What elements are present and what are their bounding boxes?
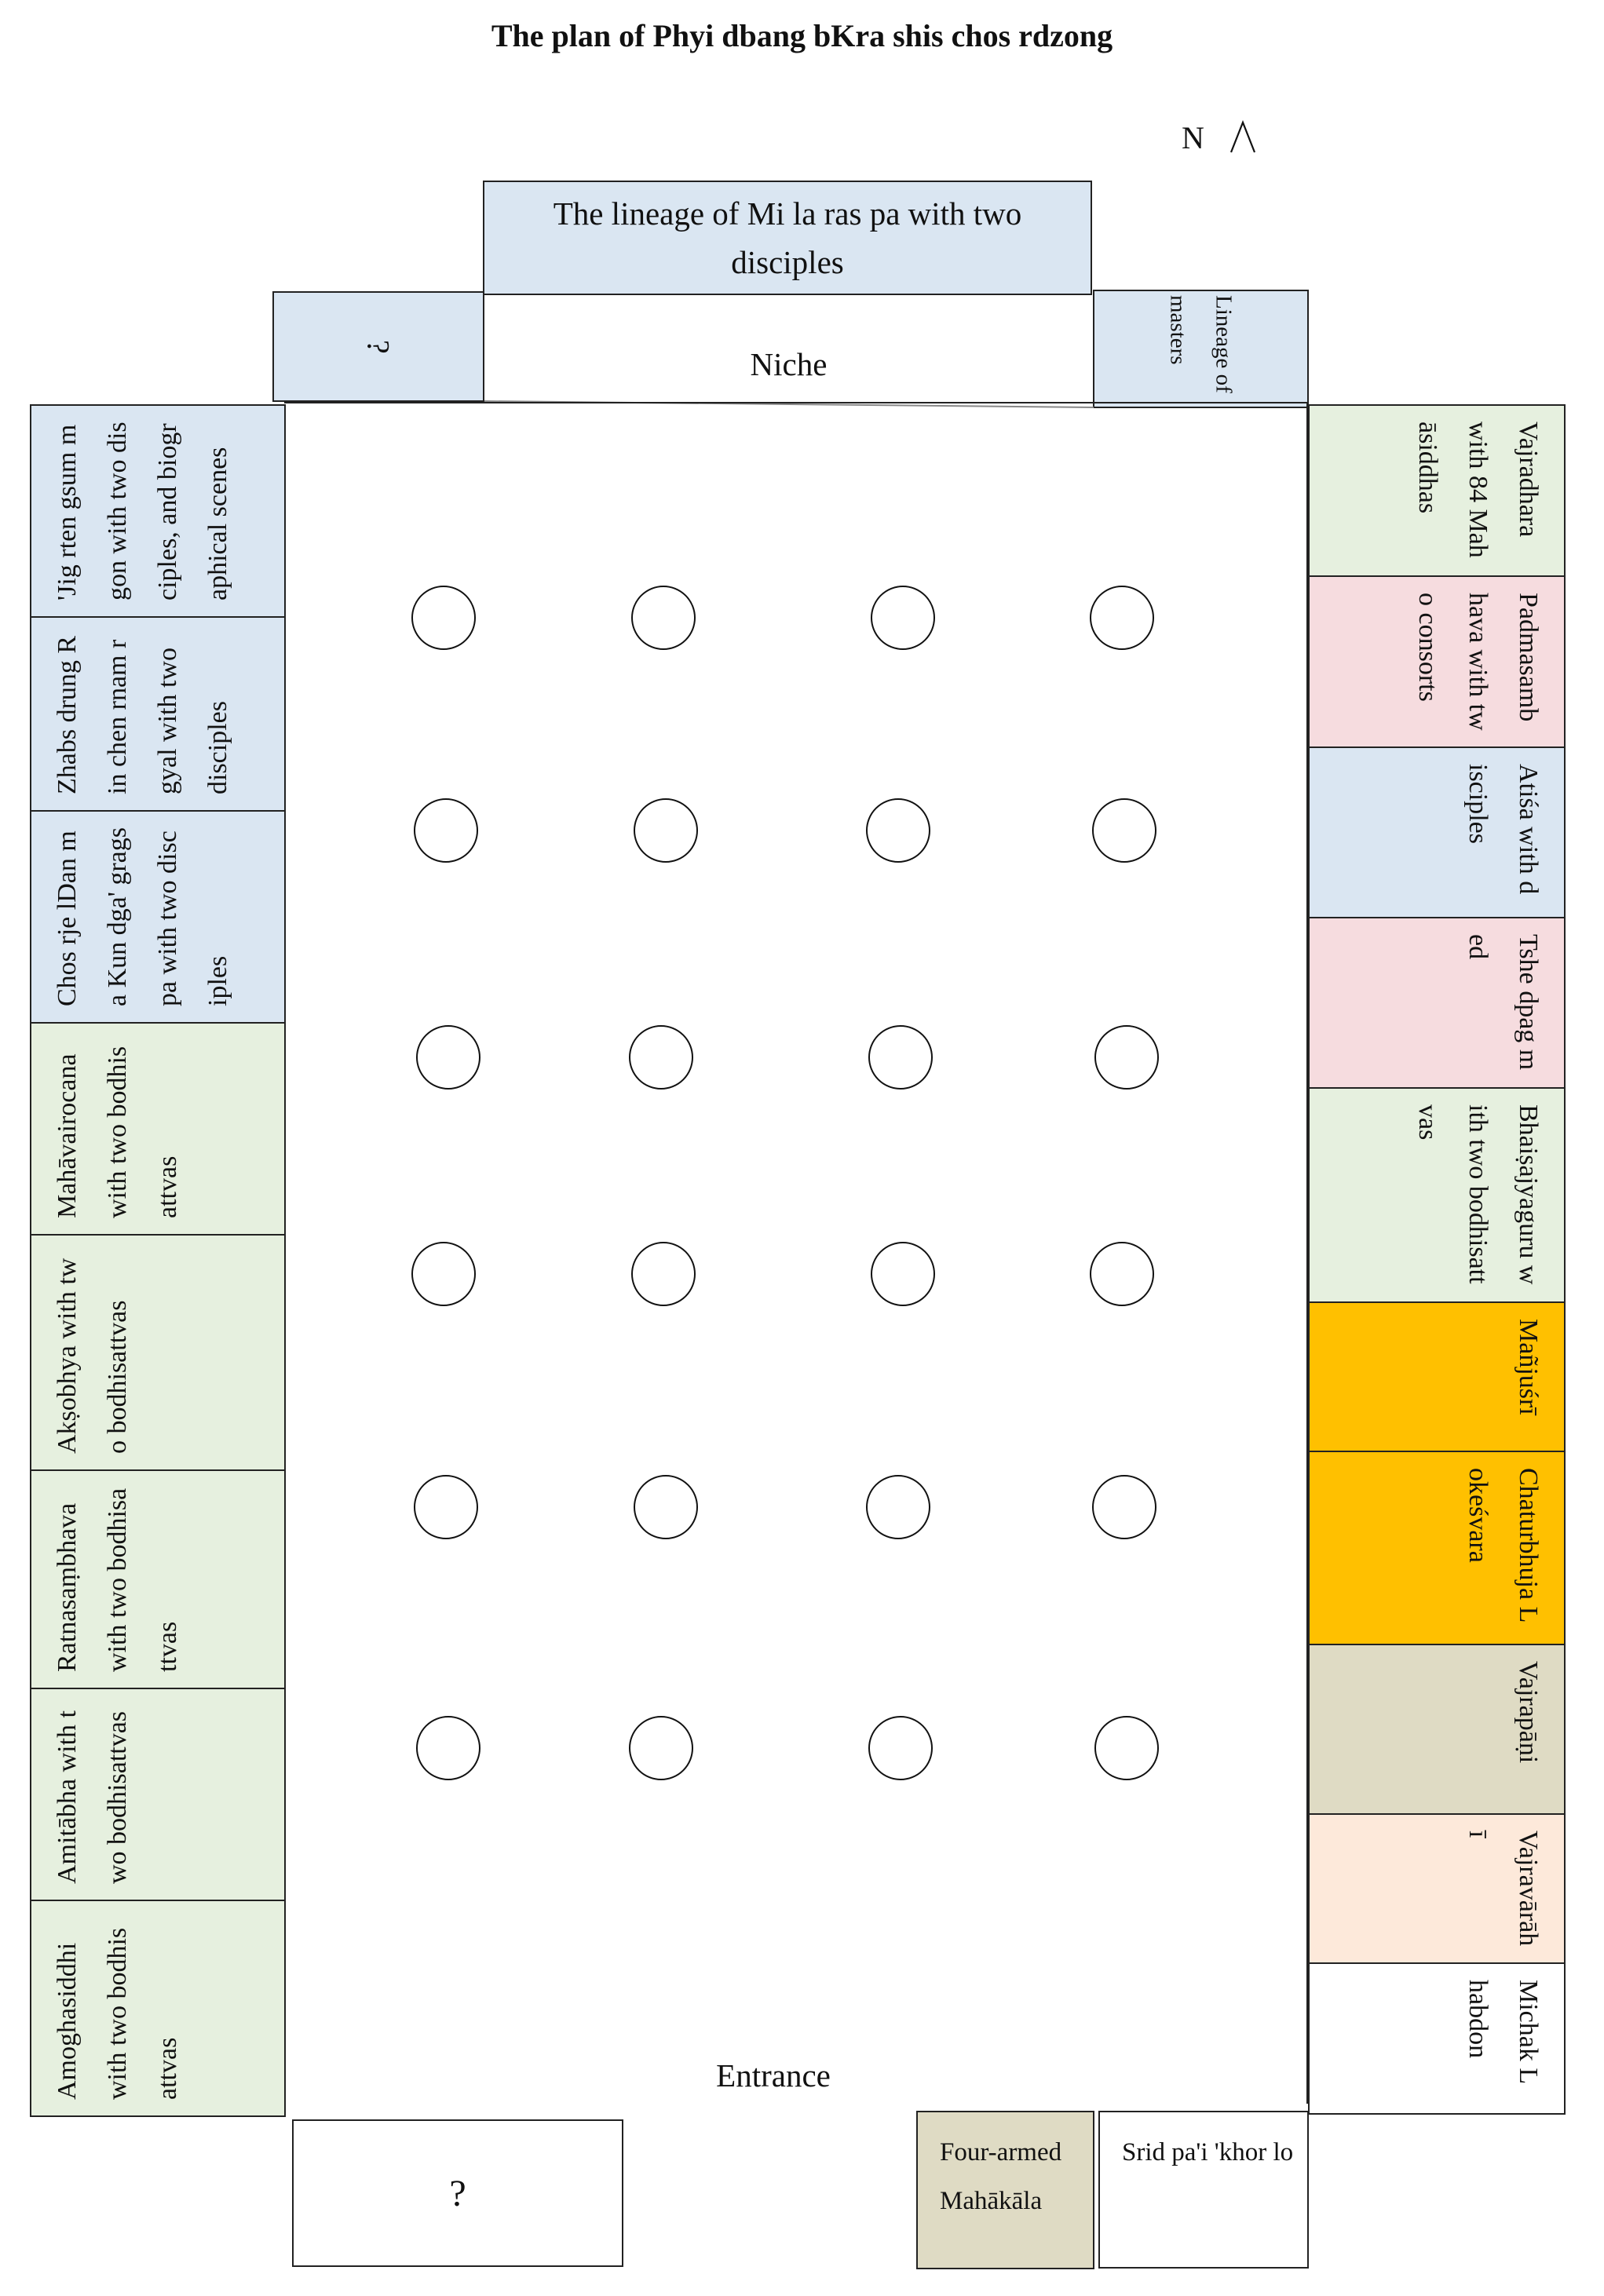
left-wall-panel-label: Amitābha with two bodhisattvas xyxy=(53,1710,132,1884)
right-wall-panel xyxy=(1308,404,1566,577)
pillar xyxy=(1090,586,1154,650)
pillar xyxy=(1092,1475,1156,1539)
left-wall-panel xyxy=(30,1234,286,1471)
pillar xyxy=(629,1716,693,1780)
pillar xyxy=(866,798,930,863)
pillar xyxy=(1092,798,1156,863)
pillar xyxy=(411,586,476,650)
pillar xyxy=(871,1242,935,1306)
right-wall-panel xyxy=(1308,575,1566,748)
left-wall-panel xyxy=(30,616,286,812)
lineage-masters-label: Lineage of masters xyxy=(1165,294,1237,393)
pillar xyxy=(1094,1716,1159,1780)
niche-label: Niche xyxy=(750,346,828,382)
pillar xyxy=(631,1242,696,1306)
left-wall-panel-label: Akṣobhya with two bodhisattvas xyxy=(53,1258,132,1454)
pillar xyxy=(416,1025,480,1090)
pillar xyxy=(411,1242,476,1306)
right-wall-panel-label: Atiśa with disciples xyxy=(1463,764,1543,895)
right-wall-panel-label: Chaturbhuja Lokeśvara xyxy=(1463,1468,1543,1623)
left-wall-panel-label: Mahāvairocana with two bodhisattvas xyxy=(53,1046,182,1218)
entrance-label: Entrance xyxy=(716,2057,831,2093)
right-wall-panel-label: Mañjuśrī xyxy=(1514,1319,1543,1415)
pillar xyxy=(634,1475,698,1539)
left-wall-panel-label: Chos rje lDan ma Kun dga' grags pa with two disciples xyxy=(53,827,232,1006)
pillar xyxy=(631,586,696,650)
right-wall-panel xyxy=(1308,746,1566,918)
right-wall-panel xyxy=(1308,1962,1566,2115)
right-wall-panel xyxy=(1308,1301,1566,1452)
page-title: The plan of Phyi dbang bKra shis chos rdzong xyxy=(491,18,1113,53)
left-wall-panel xyxy=(30,1688,286,1901)
right-wall-panel xyxy=(1308,917,1566,1089)
bottom-unknown-box xyxy=(292,2119,623,2267)
right-wall-panel xyxy=(1308,1813,1566,1964)
pillar xyxy=(629,1025,693,1090)
right-wall-panel xyxy=(1308,1451,1566,1645)
right-wall-panel-label: Bhaiṣajyaguru with two bodhisattvas xyxy=(1413,1104,1543,1285)
lineage-milarepa-label: The lineage of Mi la ras pa with two disciples xyxy=(553,195,1022,280)
left-wall-panel xyxy=(30,1469,286,1689)
pillar xyxy=(634,798,698,863)
left-wall-panel-label: Ratnasaṃbhava with two bodhisattvas xyxy=(53,1487,182,1672)
right-wall-panel-label: Tshe dpag med xyxy=(1463,934,1543,1071)
right-wall-panel xyxy=(1308,1644,1566,1815)
left-wall-panel xyxy=(30,810,286,1024)
left-wall-panel xyxy=(30,404,286,618)
right-wall-panel-label: Vajravārāhī xyxy=(1463,1831,1543,1947)
srid-pa-label: Srid pa'i 'khor lo xyxy=(1122,2138,1294,2166)
pillar xyxy=(416,1716,480,1780)
left-wall-panel-label: 'Jig rten gsum mgon with two disciples, and biographical scenes xyxy=(53,422,232,600)
left-wall-panel-label: Amoghasiddhi with two bodhisattvas xyxy=(53,1927,182,2100)
top-left-unknown-label: ? xyxy=(360,339,396,354)
left-wall-panel xyxy=(30,1900,286,2117)
pillar xyxy=(868,1716,933,1780)
mahakala-box xyxy=(916,2111,1094,2269)
top-left-unknown-box xyxy=(272,291,484,402)
pillar xyxy=(414,1475,478,1539)
north-arrow-icon xyxy=(1229,119,1257,154)
pillar xyxy=(866,1475,930,1539)
pillar xyxy=(1090,1242,1154,1306)
right-wall-panel-label: Vajradhara with 84 Mahāsiddhas xyxy=(1413,422,1543,558)
srid-pa-box xyxy=(1098,2111,1309,2269)
right-wall-panel-label: Michak Lhabdon xyxy=(1463,1980,1543,2085)
north-label: N xyxy=(1182,120,1204,155)
pillar xyxy=(414,798,478,863)
pillar xyxy=(1094,1025,1159,1090)
lineage-milarepa-box xyxy=(483,181,1092,295)
lineage-masters-box xyxy=(1093,290,1309,408)
pillar xyxy=(868,1025,933,1090)
right-wall-panel xyxy=(1308,1087,1566,1303)
left-wall-panel-label: Zhabs drung Rin chen rnam rgyal with two disciples xyxy=(53,635,232,794)
right-wall-panel-label: Padmasambhava with two consorts xyxy=(1413,593,1543,731)
bottom-unknown-label: ? xyxy=(449,2172,466,2214)
left-wall-panel xyxy=(30,1022,286,1236)
mahakala-label: Four-armed Mahākāla xyxy=(940,2138,1062,2215)
pillar xyxy=(871,586,935,650)
right-wall-panel-label: Vajrapāṇi xyxy=(1514,1661,1543,1764)
